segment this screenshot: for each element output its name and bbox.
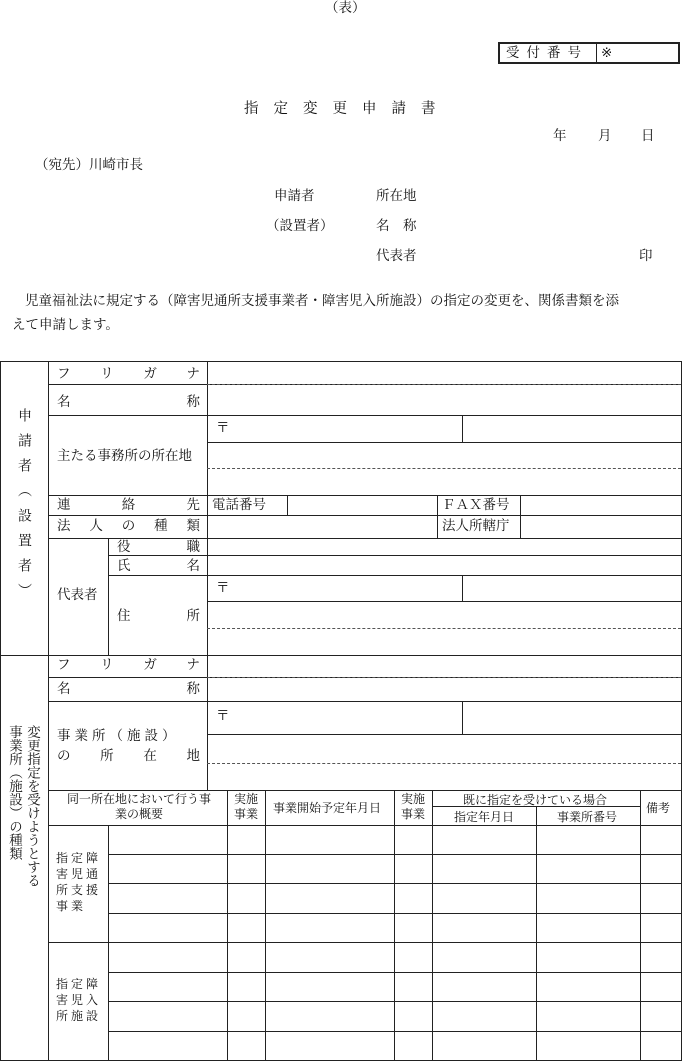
applicant-address-label: 所在地 [376,188,417,204]
rep-title-label: 役 職 [117,539,200,555]
section2-side-label-right: 変更指定を受けようとする [24,725,40,887]
header-start-date: 事業開始予定年月日 [273,801,382,815]
document-title: 指定変更申請書 [244,101,451,117]
applicant-label: 申請者 [274,188,315,204]
section1-side-label: 申請者（設置者） [16,408,32,608]
contact-label: 連 絡 先 [57,497,200,513]
header-implemented-2: 実施事業 [400,792,425,821]
phone-label: 電話番号 [212,497,266,513]
category-day-service-label: 指定障害児通所支援事業 [56,851,102,913]
representative-label: 代表者 [57,587,98,603]
applicant-name-label: 名 称 [376,218,417,234]
body-text-line2: えて申請します。 [12,317,119,333]
application-form-table [0,361,682,1061]
body-text-line1: 児童福祉法に規定する（障害児通所支援事業者・障害児入所施設）の指定の変更を、関係書類を添 [25,293,619,309]
jurisdiction-label: 法人所轄庁 [442,518,510,534]
header-designation-date: 指定年月日 [454,810,515,824]
applicant-representative-label: 代表者 [376,248,417,264]
addressee: （宛先）川崎市長 [35,157,143,173]
header-remarks: 備考 [646,801,671,815]
corp-type-label: 法 人 の 種 類 [57,518,200,534]
facility-address-label-line1: 事業所（施設） [57,728,180,744]
facility-name-label: 名 称 [57,681,200,697]
facility-furigana-label: フ リ ガ ナ [57,657,200,673]
receipt-number-label: 受付番号 [506,45,588,61]
date-year: 年 [553,128,567,144]
receipt-number-mark: ※ [601,45,613,61]
page-side-label: （表） [325,0,366,16]
postal-mark-office: 〒 [216,420,230,436]
installer-label: （設置者） [266,218,334,234]
postal-mark-rep: 〒 [216,580,230,596]
seal-mark: 印 [639,248,653,264]
receipt-number-box [498,42,680,64]
rep-name-label: 氏 名 [117,558,200,574]
section2-side-label-left: 事業所（施設）の種類 [6,725,22,860]
applicant-furigana-label: フ リ ガ ナ [57,366,200,382]
postal-mark-facility: 〒 [216,708,230,724]
header-implemented-1: 実施事業 [233,792,258,821]
main-office-address-label: 主たる事務所の所在地 [57,448,192,464]
fax-label: ＦＡＸ番号 [442,497,510,513]
applicant-name-field-label: 名 称 [57,394,200,410]
category-residential-label: 指定障害児入所施設 [56,977,102,1023]
facility-address-label-line2: の 所 在 地 [57,748,200,764]
date-day: 日 [641,128,655,144]
header-existing: 既に指定を受けている場合 [463,793,608,807]
header-office-number: 事業所番号 [557,810,618,824]
header-overview: 同一所在地において行う事業の概要 [66,792,211,821]
rep-residence-label: 住 所 [117,608,200,624]
date-month: 月 [598,128,612,144]
